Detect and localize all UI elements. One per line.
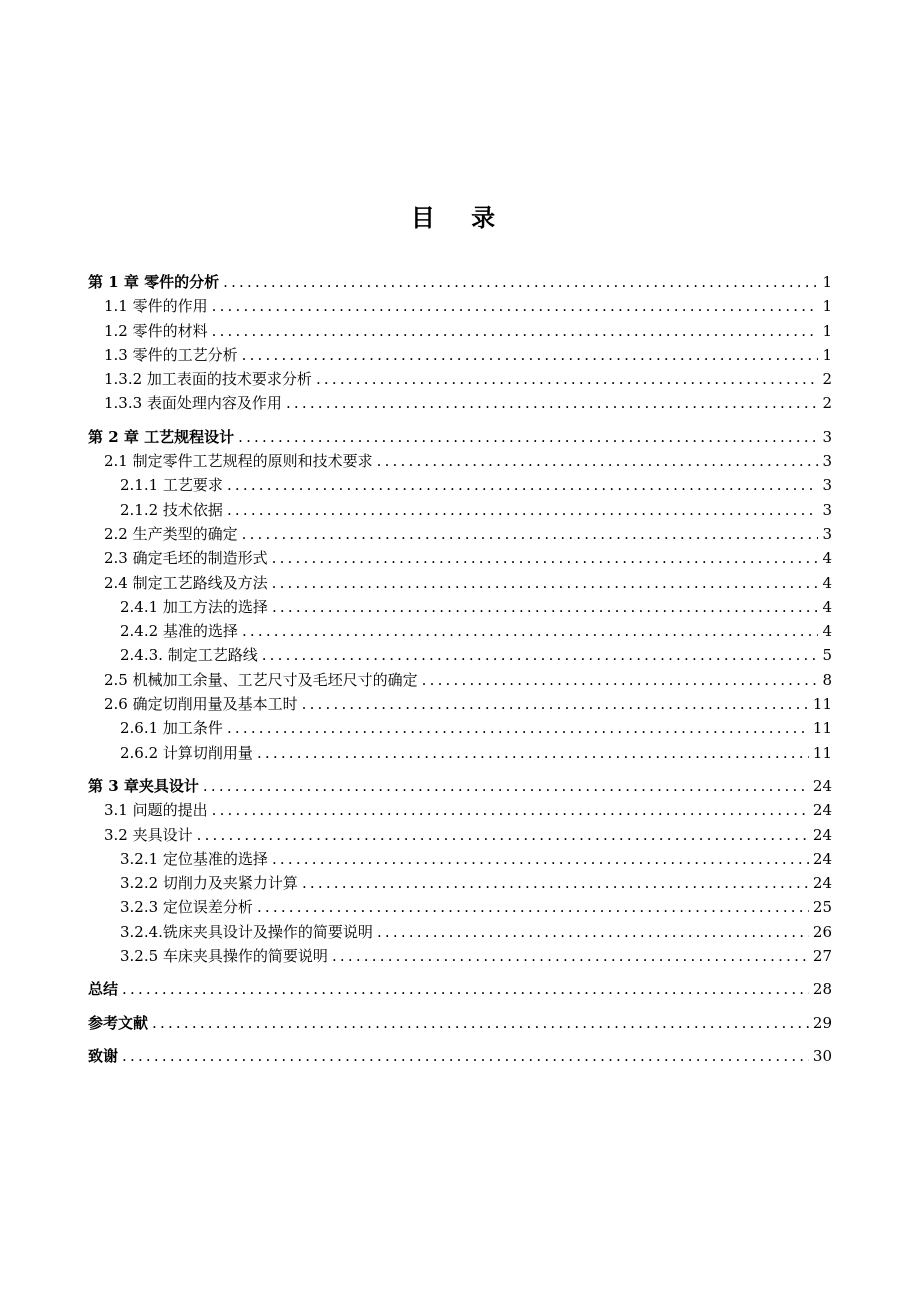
toc-section-entry[interactable] <box>88 944 832 968</box>
toc-section-entry[interactable] <box>88 498 832 522</box>
toc-entry-page-number: 4 <box>822 622 832 641</box>
toc-entry-page-number: 8 <box>822 670 832 689</box>
dot-leader <box>212 798 809 822</box>
dot-leader <box>262 643 819 667</box>
toc-entry-label: 2.1.2 技术依据 <box>120 500 223 519</box>
toc-entry-page-number: 1 <box>822 345 832 364</box>
dot-leader <box>286 391 819 415</box>
toc-entry-label: 3.2 夹具设计 <box>104 825 193 844</box>
dot-leader <box>377 920 809 944</box>
toc-entry-page-number: 3 <box>822 427 832 446</box>
dot-leader <box>152 1011 809 1035</box>
toc-chapter-entry[interactable] <box>88 270 832 294</box>
toc-section-entry[interactable] <box>88 595 832 619</box>
toc-section-entry[interactable] <box>88 294 832 318</box>
toc-entry-page-number: 3 <box>822 500 832 519</box>
dot-leader <box>272 847 809 871</box>
dot-leader <box>302 871 809 895</box>
dot-leader <box>272 595 819 619</box>
table-of-contents <box>88 266 832 1068</box>
toc-entry-page-number: 24 <box>812 825 832 844</box>
toc-chapter-entry[interactable] <box>88 774 832 798</box>
dot-leader <box>316 367 819 391</box>
toc-entry-label: 2.6.1 加工条件 <box>120 719 223 738</box>
toc-section-entry[interactable] <box>88 643 832 667</box>
toc-entry-label: 第 3 章夹具设计 <box>88 776 199 795</box>
toc-chapter-entry[interactable] <box>88 1044 832 1068</box>
dot-leader <box>227 716 809 740</box>
dot-leader <box>242 343 819 367</box>
toc-section-entry[interactable] <box>88 692 832 716</box>
toc-entry-page-number: 1 <box>822 273 832 291</box>
dot-leader <box>332 944 809 968</box>
toc-section-entry[interactable] <box>88 449 832 473</box>
toc-entry-page-number: 11 <box>812 719 832 738</box>
toc-entry-label: 参考文献 <box>88 1013 149 1032</box>
toc-entry-page-number: 11 <box>812 743 832 762</box>
toc-entry-page-number: 2 <box>822 370 832 389</box>
toc-section-entry[interactable] <box>88 741 832 765</box>
toc-entry-label: 总结 <box>88 980 119 999</box>
dot-leader <box>203 774 809 798</box>
dot-leader <box>122 1044 809 1068</box>
dot-leader <box>122 977 809 1001</box>
dot-leader <box>257 895 809 919</box>
toc-entry-label: 1.1 零件的作用 <box>104 297 208 316</box>
toc-section-entry[interactable] <box>88 847 832 871</box>
dot-leader <box>377 449 819 473</box>
toc-entry-page-number: 11 <box>812 695 832 714</box>
toc-entry-page-number: 5 <box>822 646 832 665</box>
toc-title: 目 录 <box>410 203 510 232</box>
toc-entry-label: 3.2.5 车床夹具操作的简要说明 <box>120 947 328 966</box>
toc-entry-page-number: 24 <box>812 776 832 795</box>
dot-leader <box>257 741 809 765</box>
dot-leader <box>242 619 819 643</box>
dot-leader <box>302 692 809 716</box>
toc-entry-label: 2.6.2 计算切削用量 <box>120 743 253 762</box>
toc-entry-label: 2.2 生产类型的确定 <box>104 524 238 543</box>
toc-entry-label: 3.2.1 定位基准的选择 <box>120 849 268 868</box>
toc-entry-page-number: 3 <box>822 452 832 471</box>
toc-chapter-entry[interactable] <box>88 977 832 1001</box>
toc-section-entry[interactable] <box>88 716 832 740</box>
toc-entry-label: 3.2.4.铣床夹具设计及操作的简要说明 <box>120 922 373 941</box>
toc-entry-page-number: 4 <box>822 549 832 568</box>
toc-section-entry[interactable] <box>88 391 832 415</box>
toc-entry-label: 第 1 章 零件的分析 <box>88 273 220 291</box>
toc-entry-page-number: 24 <box>812 849 832 868</box>
toc-entry-label: 2.1.1 工艺要求 <box>120 476 223 495</box>
dot-leader <box>212 319 819 343</box>
toc-section-entry[interactable] <box>88 823 832 847</box>
toc-entry-page-number: 25 <box>812 898 832 917</box>
toc-entry-label: 2.4.3. 制定工艺路线 <box>120 646 258 665</box>
toc-section-entry[interactable] <box>88 668 832 692</box>
toc-entry-label: 3.1 问题的提出 <box>104 801 208 820</box>
toc-entry-page-number: 3 <box>822 524 832 543</box>
dot-leader <box>223 270 818 294</box>
toc-entry-page-number: 1 <box>822 321 832 340</box>
toc-entry-label: 2.1 制定零件工艺规程的原则和技术要求 <box>104 452 373 471</box>
toc-section-entry[interactable] <box>88 546 832 570</box>
toc-entry-label: 1.3 零件的工艺分析 <box>104 345 238 364</box>
toc-entry-label: 3.2.2 切削力及夹紧力计算 <box>120 874 298 893</box>
dot-leader <box>212 294 819 318</box>
toc-entry-label: 2.4 制定工艺路线及方法 <box>104 573 268 592</box>
toc-entry-label: 3.2.3 定位误差分析 <box>120 898 253 917</box>
toc-entry-label: 2.3 确定毛坯的制造形式 <box>104 549 268 568</box>
toc-entry-page-number: 24 <box>812 801 832 820</box>
toc-entry-label: 致谢 <box>88 1046 119 1065</box>
dot-leader <box>197 823 809 847</box>
dot-leader <box>422 668 819 692</box>
dot-leader <box>238 425 818 449</box>
toc-entry-page-number: 24 <box>812 874 832 893</box>
toc-entry-page-number: 26 <box>812 922 832 941</box>
toc-chapter-entry[interactable] <box>88 425 832 449</box>
dot-leader <box>272 571 819 595</box>
toc-entry-label: 2.4.1 加工方法的选择 <box>120 597 268 616</box>
toc-section-entry[interactable] <box>88 522 832 546</box>
dot-leader <box>242 522 819 546</box>
toc-entry-page-number: 29 <box>812 1013 832 1032</box>
dot-leader <box>227 473 819 497</box>
dot-leader <box>227 498 819 522</box>
toc-entry-page-number: 1 <box>822 297 832 316</box>
toc-entry-label: 1.2 零件的材料 <box>104 321 208 340</box>
toc-section-entry[interactable] <box>88 571 832 595</box>
toc-entry-page-number: 27 <box>812 947 832 966</box>
toc-chapter-entry[interactable] <box>88 1011 832 1035</box>
toc-entry-page-number: 4 <box>822 573 832 592</box>
toc-entry-label: 第 2 章 工艺规程设计 <box>88 427 235 446</box>
toc-section-entry[interactable] <box>88 343 832 367</box>
toc-entry-label: 2.6 确定切削用量及基本工时 <box>104 695 298 714</box>
toc-entry-label: 1.3.2 加工表面的技术要求分析 <box>104 370 312 389</box>
toc-section-entry[interactable] <box>88 920 832 944</box>
toc-section-entry[interactable] <box>88 619 832 643</box>
dot-leader <box>272 546 819 570</box>
toc-entry-page-number: 4 <box>822 597 832 616</box>
toc-section-entry[interactable] <box>88 319 832 343</box>
toc-entry-label: 1.3.3 表面处理内容及作用 <box>104 394 282 413</box>
toc-entry-page-number: 2 <box>822 394 832 413</box>
toc-section-entry[interactable] <box>88 473 832 497</box>
toc-entry-label: 2.4.2 基准的选择 <box>120 622 238 641</box>
toc-section-entry[interactable] <box>88 895 832 919</box>
toc-entry-page-number: 30 <box>812 1046 832 1065</box>
toc-section-entry[interactable] <box>88 798 832 822</box>
toc-entry-page-number: 3 <box>822 476 832 495</box>
toc-entry-page-number: 28 <box>812 980 832 999</box>
toc-entry-label: 2.5 机械加工余量、工艺尺寸及毛坯尺寸的确定 <box>104 670 418 689</box>
toc-section-entry[interactable] <box>88 871 832 895</box>
toc-section-entry[interactable] <box>88 367 832 391</box>
